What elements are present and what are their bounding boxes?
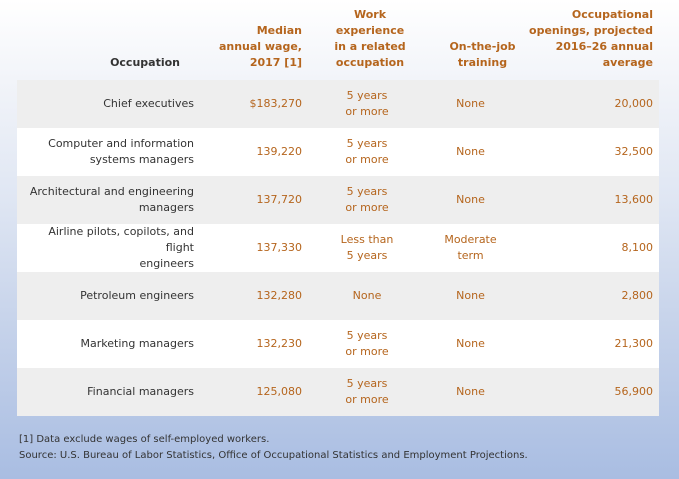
- table-row: [17, 80, 659, 128]
- table-row: [17, 176, 659, 224]
- table-notes: [19, 432, 528, 464]
- cell-occupation: Chief executives: [17, 80, 212, 128]
- cell-median-wage: 137,720: [212, 176, 308, 224]
- header-on-the-job-training: On-the-job training: [449, 40, 516, 69]
- cell-openings: 21,300: [523, 320, 659, 368]
- cell-occupation: Airline pilots, copilots, and flight engineers: [17, 224, 212, 272]
- cell-training: None: [418, 176, 523, 224]
- cell-openings: 32,500: [523, 128, 659, 176]
- cell-occupation: Marketing managers: [17, 320, 212, 368]
- cell-work-experience: 5 years or more: [308, 176, 418, 224]
- header-median-wage: Median annual wage, 2017 [1]: [218, 24, 302, 69]
- cell-median-wage: 139,220: [212, 128, 308, 176]
- header-work-experience: Work experience in a related occupation: [334, 8, 406, 69]
- cell-median-wage: $183,270: [212, 80, 308, 128]
- cell-openings: 56,900: [523, 368, 659, 416]
- table-row: [17, 272, 659, 320]
- cell-median-wage: 132,230: [212, 320, 308, 368]
- cell-work-experience: None: [308, 272, 418, 320]
- table-row: [17, 128, 659, 176]
- cell-median-wage: 132,280: [212, 272, 308, 320]
- cell-work-experience: 5 years or more: [308, 80, 418, 128]
- cell-median-wage: 125,080: [212, 368, 308, 416]
- table-row: [17, 224, 659, 272]
- cell-openings: 13,600: [523, 176, 659, 224]
- table-row: [17, 368, 659, 416]
- cell-occupation: Architectural and engineering managers: [17, 176, 212, 224]
- cell-work-experience: Less than 5 years: [308, 224, 418, 272]
- cell-training: None: [418, 128, 523, 176]
- table-header-row: [17, 0, 659, 75]
- cell-training: None: [418, 272, 523, 320]
- cell-work-experience: 5 years or more: [308, 368, 418, 416]
- cell-training: Moderate term: [418, 224, 523, 272]
- cell-training: None: [418, 368, 523, 416]
- cell-openings: 20,000: [523, 80, 659, 128]
- cell-occupation: Financial managers: [17, 368, 212, 416]
- source-note: Source: U.S. Bureau of Labor Statistics, Office of Occupational Statistics and Employment Projections.: [19, 450, 528, 461]
- header-occupational-openings: Occupational openings, projected 2016–26 annual average: [529, 8, 653, 69]
- footnote: [1] Data exclude wages of self-employed workers.: [19, 434, 270, 445]
- cell-openings: 8,100: [523, 224, 659, 272]
- occupation-wage-table-panel: [17, 0, 659, 416]
- cell-median-wage: 137,330: [212, 224, 308, 272]
- cell-openings: 2,800: [523, 272, 659, 320]
- cell-training: None: [418, 320, 523, 368]
- cell-occupation: Computer and information systems managers: [17, 128, 212, 176]
- header-occupation: Occupation: [110, 56, 180, 69]
- table-row: [17, 320, 659, 368]
- occupation-wage-table: [17, 0, 659, 416]
- cell-training: None: [418, 80, 523, 128]
- cell-work-experience: 5 years or more: [308, 320, 418, 368]
- cell-work-experience: 5 years or more: [308, 128, 418, 176]
- cell-occupation: Petroleum engineers: [17, 272, 212, 320]
